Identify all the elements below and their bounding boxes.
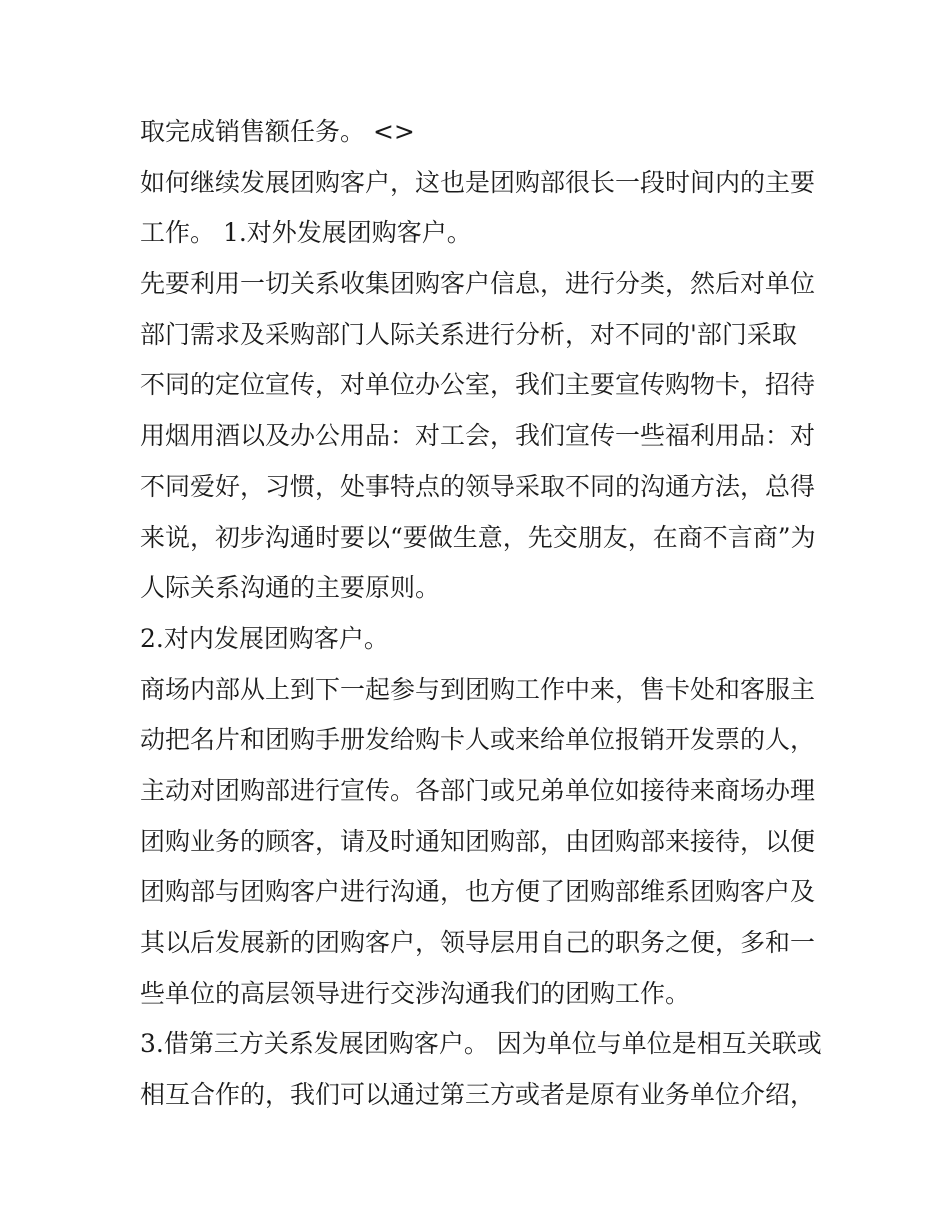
text-line: 商场内部从上到下一起参与到团购工作中来，售卡处和客服主 bbox=[140, 674, 816, 704]
text-line: 不同的定位宣传，对单位办公室，我们主要宣传购物卡，招待 bbox=[140, 370, 816, 400]
text-line: 先要利用一切关系收集团购客户信息，进行分类，然后对单位 bbox=[140, 269, 816, 299]
text-line: 主动对团购部进行宣传。各部门或兄弟单位如接待来商场办理 bbox=[140, 775, 816, 805]
text-line: 些单位的高层领导进行交涉沟通我们的团购工作。 bbox=[140, 978, 691, 1008]
text-line: 部门需求及采购部门人际关系进行分析，对不同的'部门采取 bbox=[140, 319, 797, 349]
text-line: 人际关系沟通的主要原则。 bbox=[140, 573, 441, 603]
section-heading: 2.对内发展团购客户。 bbox=[140, 623, 389, 653]
text-line: 用烟用酒以及办公用品：对工会，我们宣传一些福利用品：对 bbox=[140, 421, 816, 451]
text-line: 3.借第三方关系发展团购客户。 因为单位与单位是相互关联或 bbox=[140, 1029, 822, 1059]
text-line: 动把名片和团购手册发给购卡人或来给单位报销开发票的人， bbox=[140, 725, 816, 755]
text-line: 团购业务的顾客，请及时通知团购部，由团购部来接待，以便 bbox=[140, 826, 816, 856]
text-line: 相互合作的，我们可以通过第三方或者是原有业务单位介绍， bbox=[140, 1080, 816, 1110]
text-line: 团购部与团购客户进行沟通，也方便了团购部维系团购客户及 bbox=[140, 877, 816, 907]
text-line: 取完成销售额任务。 <> bbox=[140, 117, 415, 146]
text-line: 不同爱好，习惯，处事特点的领导采取不同的沟通方法，总得 bbox=[140, 471, 816, 501]
text-line: 来说，初步沟通时要以“要做生意，先交朋友，在商不言商”为 bbox=[140, 522, 816, 552]
text-line: 工作。 1.对外发展团购客户。 bbox=[140, 218, 472, 248]
text-line: 其以后发展新的团购客户，领导层用自己的职务之便，多和一 bbox=[140, 928, 816, 957]
body-text bbox=[140, 107, 820, 1121]
text-line: 如何继续发展团购客户，这也是团购部很长一段时间内的主要 bbox=[140, 167, 816, 197]
